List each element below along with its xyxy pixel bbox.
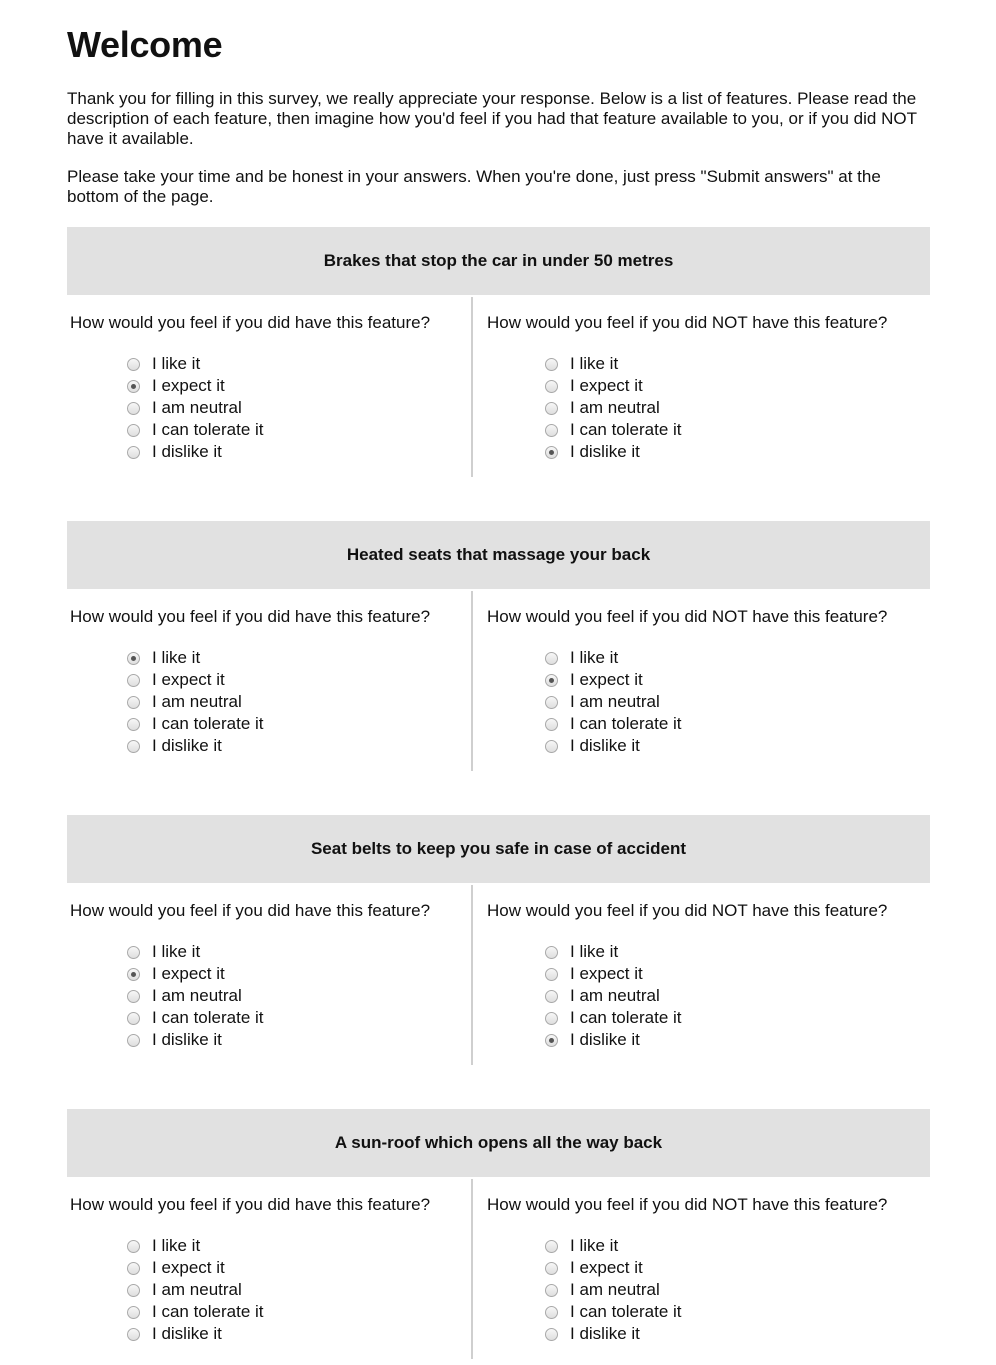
dysfunctional-column — [471, 591, 932, 771]
option-row[interactable] — [545, 1323, 682, 1345]
radio-button[interactable] — [545, 740, 558, 753]
option-label: I expect it — [570, 1258, 643, 1277]
option-row[interactable] — [545, 1301, 682, 1323]
radio-button[interactable] — [127, 358, 140, 371]
radio-button[interactable] — [127, 696, 140, 709]
option-row[interactable] — [545, 419, 682, 441]
option-row[interactable] — [545, 713, 682, 735]
option-row[interactable] — [127, 963, 264, 985]
option-row[interactable] — [545, 963, 682, 985]
functional-options — [127, 647, 264, 757]
radio-button[interactable] — [545, 1284, 558, 1297]
radio-button[interactable] — [545, 446, 558, 459]
feature-title: Heated seats that massage your back — [67, 521, 930, 589]
radio-button[interactable] — [545, 652, 558, 665]
option-label: I am neutral — [152, 1280, 242, 1299]
radio-button[interactable] — [545, 696, 558, 709]
functional-options — [127, 941, 264, 1051]
option-row[interactable] — [127, 735, 264, 757]
option-label: I like it — [570, 354, 619, 373]
option-row[interactable] — [545, 691, 682, 713]
radio-button[interactable] — [127, 1012, 140, 1025]
option-label: I am neutral — [570, 692, 660, 711]
option-row[interactable] — [545, 441, 682, 463]
option-label: I am neutral — [152, 398, 242, 417]
functional-question: How would you feel if you did have this feature? — [70, 901, 431, 920]
radio-button[interactable] — [127, 652, 140, 665]
radio-button[interactable] — [127, 674, 140, 687]
radio-button[interactable] — [545, 402, 558, 415]
option-row[interactable] — [127, 713, 264, 735]
option-label: I can tolerate it — [152, 714, 264, 733]
option-row[interactable] — [127, 941, 264, 963]
option-label: I expect it — [152, 670, 225, 689]
dysfunctional-question: How would you feel if you did NOT have this feature? — [487, 313, 888, 332]
page-title: Welcome — [67, 24, 223, 65]
option-row[interactable] — [545, 1257, 682, 1279]
functional-question: How would you feel if you did have this feature? — [70, 313, 431, 332]
option-label: I can tolerate it — [570, 420, 682, 439]
dysfunctional-question: How would you feel if you did NOT have this feature? — [487, 901, 888, 920]
functional-question: How would you feel if you did have this feature? — [70, 607, 431, 626]
option-label: I am neutral — [152, 986, 242, 1005]
radio-button[interactable] — [127, 1034, 140, 1047]
feature-title: A sun-roof which opens all the way back — [67, 1109, 930, 1177]
option-label: I like it — [152, 1236, 201, 1255]
option-label: I am neutral — [152, 692, 242, 711]
dysfunctional-question: How would you feel if you did NOT have this feature? — [487, 1195, 888, 1214]
intro-paragraph-2: Please take your time and be honest in your answers. When you're done, just press "Submit answers" at the bottom of the page. — [67, 167, 881, 206]
radio-button[interactable] — [127, 1328, 140, 1341]
option-row[interactable] — [127, 1279, 264, 1301]
functional-column — [67, 885, 470, 1065]
option-label: I expect it — [570, 964, 643, 983]
option-row[interactable] — [127, 1257, 264, 1279]
option-label: I expect it — [152, 1258, 225, 1277]
option-label: I am neutral — [570, 1280, 660, 1299]
radio-button[interactable] — [127, 1306, 140, 1319]
option-row[interactable] — [127, 669, 264, 691]
functional-options — [127, 353, 264, 463]
option-row[interactable] — [545, 1029, 682, 1051]
option-row[interactable] — [545, 941, 682, 963]
option-label: I like it — [152, 942, 201, 961]
dysfunctional-column — [471, 297, 932, 477]
option-row[interactable] — [127, 1029, 264, 1051]
option-label: I dislike it — [570, 736, 640, 755]
radio-button[interactable] — [545, 1328, 558, 1341]
option-row[interactable] — [127, 419, 264, 441]
option-row[interactable] — [545, 985, 682, 1007]
option-label: I expect it — [152, 376, 225, 395]
option-row[interactable] — [545, 375, 682, 397]
option-label: I like it — [570, 1236, 619, 1255]
option-label: I can tolerate it — [152, 1008, 264, 1027]
option-row[interactable] — [127, 375, 264, 397]
radio-button[interactable] — [545, 968, 558, 981]
option-row[interactable] — [127, 397, 264, 419]
radio-button[interactable] — [127, 1262, 140, 1275]
functional-column — [67, 1179, 470, 1359]
radio-button[interactable] — [127, 446, 140, 459]
radio-button[interactable] — [127, 946, 140, 959]
dysfunctional-options — [545, 647, 682, 757]
option-row[interactable] — [127, 1235, 264, 1257]
option-row[interactable] — [127, 1007, 264, 1029]
option-row[interactable] — [545, 1235, 682, 1257]
option-row[interactable] — [127, 1301, 264, 1323]
option-label: I expect it — [152, 964, 225, 983]
option-label: I dislike it — [570, 1324, 640, 1343]
radio-button[interactable] — [127, 424, 140, 437]
option-row[interactable] — [545, 647, 682, 669]
option-row[interactable] — [127, 647, 264, 669]
functional-options — [127, 1235, 264, 1345]
radio-button[interactable] — [545, 674, 558, 687]
radio-button[interactable] — [545, 946, 558, 959]
option-label: I can tolerate it — [570, 714, 682, 733]
option-label: I dislike it — [570, 1030, 640, 1049]
dysfunctional-options — [545, 941, 682, 1051]
option-label: I am neutral — [570, 986, 660, 1005]
option-label: I am neutral — [570, 398, 660, 417]
option-row[interactable] — [545, 1007, 682, 1029]
feature-block — [67, 521, 930, 777]
option-row[interactable] — [545, 735, 682, 757]
radio-button[interactable] — [127, 990, 140, 1003]
radio-button[interactable] — [127, 740, 140, 753]
feature-title: Seat belts to keep you safe in case of accident — [67, 815, 930, 883]
dysfunctional-column — [471, 1179, 932, 1359]
radio-button[interactable] — [545, 424, 558, 437]
radio-button[interactable] — [127, 968, 140, 981]
option-row[interactable] — [545, 397, 682, 419]
radio-button[interactable] — [127, 380, 140, 393]
radio-button[interactable] — [127, 402, 140, 415]
option-label: I like it — [570, 942, 619, 961]
radio-button[interactable] — [545, 358, 558, 371]
option-row[interactable] — [127, 441, 264, 463]
option-label: I like it — [570, 648, 619, 667]
option-row[interactable] — [545, 1279, 682, 1301]
option-label: I dislike it — [152, 442, 222, 461]
option-row[interactable] — [545, 669, 682, 691]
option-label: I expect it — [570, 376, 643, 395]
radio-button[interactable] — [545, 380, 558, 393]
dysfunctional-question: How would you feel if you did NOT have this feature? — [487, 607, 888, 626]
option-row[interactable] — [127, 691, 264, 713]
radio-button[interactable] — [545, 1262, 558, 1275]
option-label: I like it — [152, 354, 201, 373]
option-label: I dislike it — [152, 1030, 222, 1049]
option-row[interactable] — [127, 353, 264, 375]
option-label: I expect it — [570, 670, 643, 689]
radio-button[interactable] — [127, 1284, 140, 1297]
radio-button[interactable] — [545, 1306, 558, 1319]
option-row[interactable] — [127, 985, 264, 1007]
dysfunctional-column — [471, 885, 932, 1065]
option-label: I can tolerate it — [152, 1302, 264, 1321]
radio-button[interactable] — [127, 718, 140, 731]
functional-column — [67, 297, 470, 477]
option-row[interactable] — [545, 353, 682, 375]
dysfunctional-options — [545, 1235, 682, 1345]
radio-button[interactable] — [545, 718, 558, 731]
feature-title: Brakes that stop the car in under 50 metres — [67, 227, 930, 295]
radio-button[interactable] — [545, 1012, 558, 1025]
feature-block — [67, 227, 930, 483]
feature-block — [67, 815, 930, 1071]
functional-question: How would you feel if you did have this feature? — [70, 1195, 431, 1214]
option-label: I can tolerate it — [152, 420, 264, 439]
radio-button[interactable] — [545, 1034, 558, 1047]
intro-paragraph-1: Thank you for filling in this survey, we really appreciate your response. Below is a list of features. Please read the description of each feature, then imagine how you'd feel if you had that feature available to you, or if you did NOT have it available. — [67, 89, 917, 148]
radio-button[interactable] — [545, 990, 558, 1003]
option-label: I dislike it — [570, 442, 640, 461]
option-label: I dislike it — [152, 736, 222, 755]
functional-column — [67, 591, 470, 771]
option-row[interactable] — [127, 1323, 264, 1345]
option-label: I dislike it — [152, 1324, 222, 1343]
dysfunctional-options — [545, 353, 682, 463]
option-label: I can tolerate it — [570, 1008, 682, 1027]
feature-block — [67, 1109, 930, 1365]
option-label: I like it — [152, 648, 201, 667]
option-label: I can tolerate it — [570, 1302, 682, 1321]
